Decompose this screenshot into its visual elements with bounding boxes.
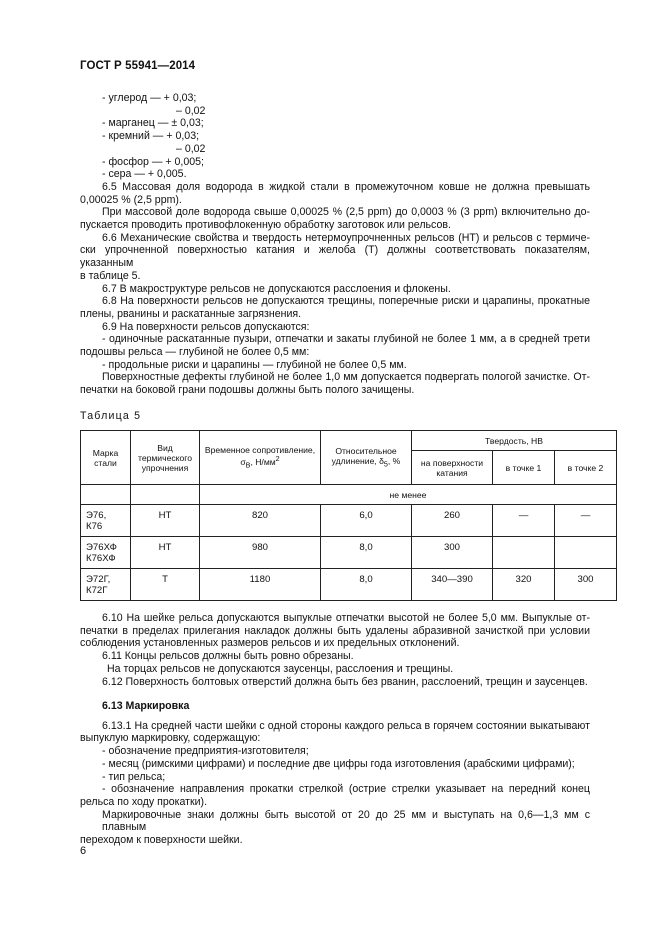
section-6-13 (80, 700, 590, 847)
document-header: ГОСТ Р 55941—2014 (80, 60, 196, 72)
text-line: При массовой доле водорода свыше 0,00025 % (2,5 ppm) до 0,0003 % (3 ppm) включительно до- (102, 206, 590, 219)
cell-hardness-point1 (493, 537, 555, 569)
cell-hardness-point1: 320 (493, 569, 555, 601)
cell-hardness-surface: 300 (412, 537, 493, 569)
text-line: – 0,02 (176, 104, 206, 117)
text-line: - фосфор — + 0,005; (102, 155, 204, 168)
cell-type: НТ (131, 505, 200, 537)
header-hardness-surface: на поверхности катания (412, 451, 493, 485)
text-line: 6.8 На поверхности рельсов не допускаются трещины, поперечные риски и царапины, прокатные (102, 295, 590, 308)
header-hardness: Твердость, НВ (412, 431, 617, 451)
header-spacer (131, 485, 200, 505)
section-title: 6.13 Маркировка (102, 700, 190, 712)
text-line: 0,00025 % (2,5 ppm). (80, 193, 182, 206)
text-line: ски упрочненной поверхностью катания и желоба (Т) должны соответствовать показателям, указанным (80, 244, 590, 270)
text-line: 6.9 На поверхности рельсов допускаются: (102, 320, 310, 333)
text-line: 6.11 Концы рельсов должны быть ровно обрезаны. (102, 650, 354, 663)
cell-grade: Э72Г, К72Г (81, 569, 131, 601)
cell-strength: 980 (200, 537, 321, 569)
text-line: в таблице 5. (80, 269, 141, 282)
requirements-block (80, 92, 590, 397)
header-hardness-point2: в точке 2 (555, 451, 617, 485)
cell-hardness-surface: 340—390 (412, 569, 493, 601)
header-strength: Временное сопротивление, $\sigma_В$, $Н/мм^2$ (200, 431, 321, 485)
text-line: 6.10 На шейке рельса допускаются выпуклые отпечатки высотой не более 5,0 мм. Выпуклые от- (102, 612, 590, 624)
text-line: Поверхностные дефекты глубиной не более 1,0 мм допускается подвергать пологой зачистке. От- (102, 371, 590, 384)
text-line: соблюдения установленных размеров рельсов и их предельных отклонений. (80, 637, 460, 650)
cell-hardness-point2 (555, 537, 617, 569)
text-line: Маркировочные знаки должны быть высотой от 20 до 25 мм и выступать на 0,6—1,3 мм с плавным (102, 808, 590, 834)
cell-elongation: 8,0 (321, 569, 412, 601)
text-line: - сера — + 0,005. (102, 168, 187, 181)
table-row (81, 505, 617, 537)
text-line: печатки в пределах прилегания накладок должны быть удалены абразивной зачисткой при условии (80, 624, 590, 637)
table-row (81, 569, 617, 601)
header-not-less: не менее (200, 485, 617, 505)
text-line: - месяц (римскими цифрами) и последние две цифры года изготовления (арабскими цифрами); (102, 757, 575, 770)
header-spacer (81, 485, 131, 505)
cell-type: НТ (131, 537, 200, 569)
text-line: На торцах рельсов не допускаются заусенцы, расслоения и трещины. (107, 662, 454, 675)
text-line: - одиночные раскатанные пузыри, отпечатки и закаты глубиной не более 1 мм, а в средней трети (102, 333, 590, 346)
cell-hardness-point2: — (555, 505, 617, 537)
text-line: - обозначение предприятия-изготовителя; (102, 745, 309, 758)
cell-elongation: 6,0 (321, 505, 412, 537)
requirements-block-2 (80, 612, 590, 688)
text-line: - кремний — + 0,03; (102, 130, 200, 143)
text-line: печатки на боковой грани подошвы должны быть полого зачищены. (80, 384, 415, 397)
cell-strength: 820 (200, 505, 321, 537)
cell-elongation: 8,0 (321, 537, 412, 569)
header-type: Вид термического упрочнения (131, 431, 200, 485)
text-line: 6.13.1 На средней части шейки с одной стороны каждого рельса в горячем состоянии выкатывают (102, 719, 590, 732)
text-line: - обозначение направления прокатки стрелкой (острие стрелки указывает на передний конец (102, 783, 590, 796)
text-line: выпуклую маркировку, содержащую: (80, 732, 261, 745)
text-line: 6.5 Массовая доля водорода в жидкой стали в промежуточном ковше не должна превышать (102, 180, 590, 193)
text-line: – 0,02 (176, 142, 206, 155)
text-line: - углерод — + 0,03; (102, 92, 197, 104)
table-row (81, 537, 617, 569)
text-line: переходом к поверхности шейки. (80, 834, 243, 847)
text-line: 6.12 Поверхность болтовых отверстий должна быть без рванин, расслоений, трещин и заусенцев. (102, 675, 588, 688)
text-line: - продольные риски и царапины — глубиной не более 0,5 мм. (102, 358, 407, 371)
text-line: - марганец — ± 0,03; (102, 117, 204, 130)
cell-type: Т (131, 569, 200, 601)
cell-hardness-surface: 260 (412, 505, 493, 537)
text-line: 6.6 Механические свойства и твердость нетермоупрочненных рельсов (НТ) и рельсов с термиче- (102, 231, 590, 244)
text-line: 6.7 В макроструктуре рельсов не допускаются расслоения и флокены. (102, 282, 451, 295)
header-grade: Марка стали (81, 431, 131, 485)
cell-grade: Э76ХФ К76ХФ (81, 537, 131, 569)
cell-hardness-point2: 300 (555, 569, 617, 601)
text-line: плены, рванины и раскатанные загрязнения. (80, 307, 302, 320)
cell-strength: 1180 (200, 569, 321, 601)
table-5 (80, 430, 617, 601)
header-elongation: Относительное удлинение, $\delta_5$, % (321, 431, 412, 485)
table-caption: Таблица 5 (80, 410, 142, 422)
text-line: - тип рельса; (102, 770, 166, 783)
text-line: подошвы рельса — глубиной не более 0,5 мм: (80, 346, 310, 359)
text-line: рельса по ходу прокатки). (80, 795, 208, 808)
text-line: пускается проводить противофлокенную обработку заготовок или рельсов. (80, 219, 451, 232)
cell-grade: Э76, К76 (81, 505, 131, 537)
page-number: 6 (80, 845, 87, 857)
header-hardness-point1: в точке 1 (493, 451, 555, 485)
cell-hardness-point1: — (493, 505, 555, 537)
